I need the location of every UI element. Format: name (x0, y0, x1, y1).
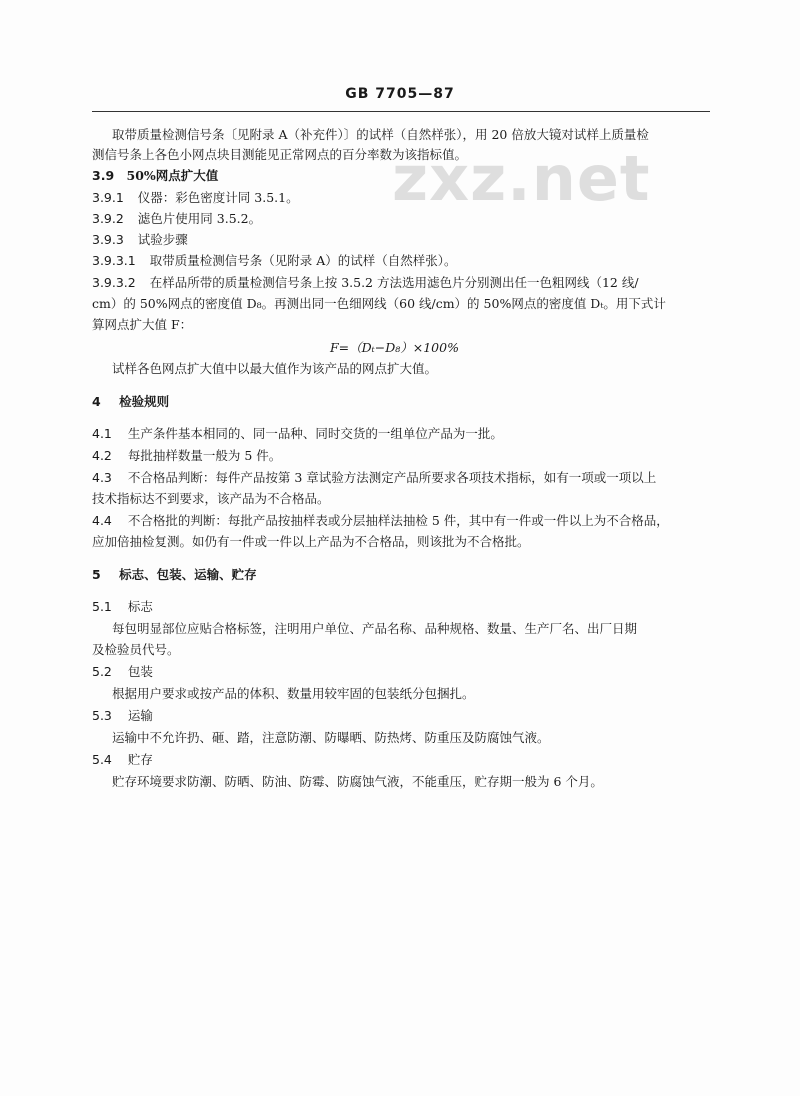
clause-title: 包装 (127, 664, 153, 679)
clause-text: 不合格品判断：每件产品按第 3 章试验方法测定产品所要求各项技术指标，如有一项或一项以上 (127, 470, 657, 485)
paragraph-line: 取带质量检测信号条〔见附录 A（补充件）〕的试样（自然样张），用 20 倍放大镜对试样上质量检 (112, 127, 649, 142)
section-title: 50%网点扩大值 (126, 168, 219, 183)
clause-number: 4.1 (92, 426, 112, 441)
header-rule (92, 111, 710, 112)
clause-3-9-1 (92, 189, 299, 207)
paragraph-line: cm）的 50%网点的密度值 D₈。再测出同一色细网线（60 线/cm）的 50%网点的密度值 Dₜ。用下式计 (92, 296, 666, 311)
section-number: 3.9 (92, 168, 115, 183)
clause-text: 试验步骤 (137, 232, 188, 247)
clause-number: 5.2 (92, 664, 112, 679)
clause-text: 取带质量检测信号条（见附录 A）的试样（自然样张）。 (149, 253, 457, 268)
section-title: 标志、包装、运输、贮存 (119, 567, 257, 582)
clause-number: 5.3 (92, 708, 112, 723)
paragraph-line: 测信号条上各色小网点块目测能见正常网点的百分率数为该指标值。 (92, 147, 468, 162)
clause-number: 4.2 (92, 448, 112, 463)
section-4-heading (92, 393, 169, 411)
clause-title: 标志 (127, 599, 153, 614)
clause-text: 每批抽样数量一般为 5 件。 (127, 448, 282, 463)
clause-number: 3.9.1 (92, 190, 124, 205)
paragraph-line: 及检验员代号。 (92, 642, 180, 657)
clause-number: 4.3 (92, 470, 112, 485)
clause-number: 5.1 (92, 599, 112, 614)
clause-3-9-3 (92, 231, 188, 249)
clause-number: 3.9.3.2 (92, 275, 136, 290)
paragraph-line: 运输中不允许扔、砸、踏，注意防潮、防曝晒、防热烤、防重压及防腐蚀气液。 (112, 730, 550, 745)
document-header: GB 7705—87 (345, 86, 455, 102)
section-number: 4 (92, 394, 101, 409)
paragraph-line: 应加倍抽检复测。如仍有一件或一件以上产品为不合格品，则该批为不合格批。 (92, 534, 530, 549)
paragraph-line: 根据用户要求或按产品的体积、数量用较牢固的包装纸分包捆扎。 (112, 686, 475, 701)
watermark: zxz.net (392, 142, 651, 215)
paragraph-line: 算网点扩大值 F： (92, 317, 193, 332)
clause-4-3 (92, 469, 656, 487)
clause-4-2 (92, 447, 281, 465)
clause-4-1 (92, 425, 503, 443)
clause-title: 贮存 (127, 752, 153, 767)
clause-3-9-3-2 (92, 274, 639, 292)
paragraph-line: 每包明显部位应贴合格标签，注明用户单位、产品名称、品种规格、数量、生产厂名、出厂日期 (112, 621, 638, 636)
clause-5-4 (92, 751, 153, 769)
clause-5-2 (92, 663, 153, 681)
clause-text: 仪器：彩色密度计同 3.5.1。 (137, 190, 299, 205)
clause-number: 5.4 (92, 752, 112, 767)
clause-3-9-2 (92, 210, 261, 228)
section-title: 检验规则 (119, 394, 170, 409)
clause-5-3 (92, 707, 153, 725)
clause-title: 运输 (127, 708, 153, 723)
formula: F=（Dₜ−D₈）×100% (330, 340, 459, 355)
section-5-heading (92, 566, 257, 584)
clause-text: 不合格批的判断：每批产品按抽样表或分层抽样法抽检 5 件，其中有一件或一件以上为不合格品， (127, 513, 669, 528)
clause-5-1 (92, 598, 153, 616)
clause-number: 4.4 (92, 513, 112, 528)
clause-4-4 (92, 512, 669, 530)
clause-number: 3.9.2 (92, 211, 124, 226)
section-3-9-heading (92, 167, 218, 185)
paragraph-line: 贮存环境要求防潮、防晒、防油、防霉、防腐蚀气液，不能重压，贮存期一般为 6 个月。 (112, 774, 603, 789)
paragraph-line: 技术指标达不到要求，该产品为不合格品。 (92, 491, 330, 506)
clause-text: 在样品所带的质量检测信号条上按 3.5.2 方法选用滤色片分别测出任一色粗网线（12 线/ (149, 275, 639, 290)
clause-number: 3.9.3 (92, 232, 124, 247)
clause-text: 滤色片使用同 3.5.2。 (137, 211, 262, 226)
clause-3-9-3-1 (92, 252, 456, 270)
clause-number: 3.9.3.1 (92, 253, 136, 268)
paragraph-line: 试样各色网点扩大值中以最大值作为该产品的网点扩大值。 (112, 361, 438, 376)
section-number: 5 (92, 567, 101, 582)
clause-text: 生产条件基本相同的、同一品种、同时交货的一组单位产品为一批。 (127, 426, 503, 441)
